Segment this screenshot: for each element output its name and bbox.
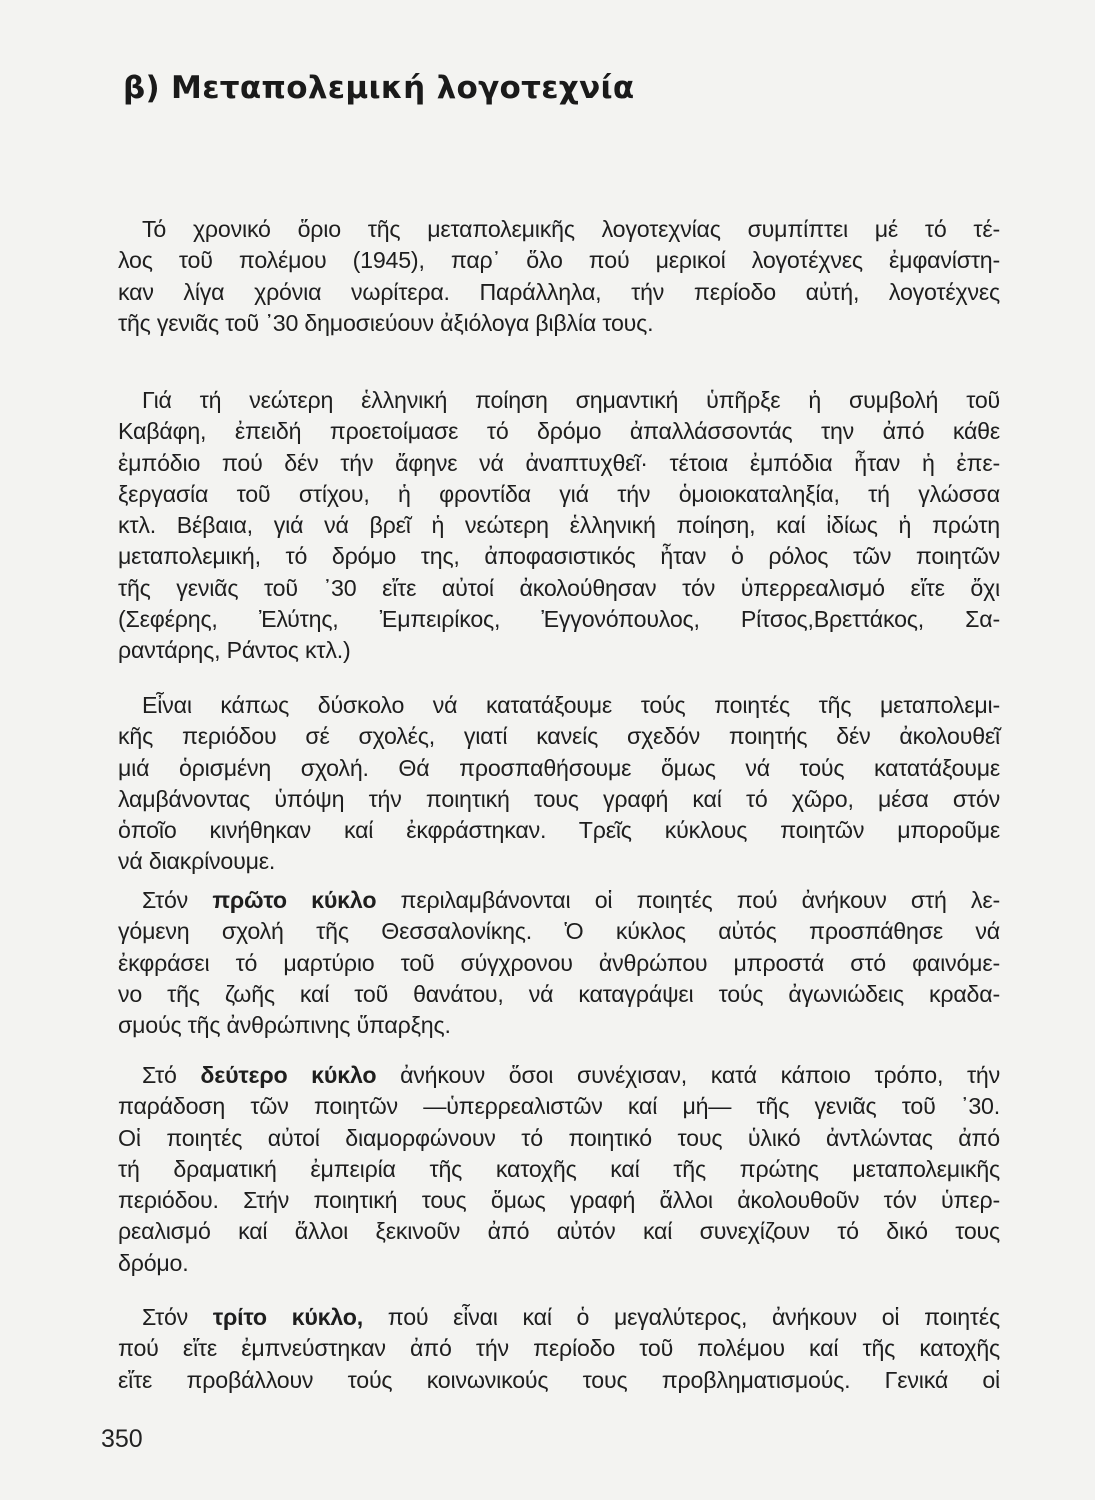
- paragraph-1: [118, 214, 1000, 339]
- text-line: Εἶναι κάπως δύσκολο νά κατατάξουμε τούς ποιητές τῆς μεταπολεμι-: [142, 692, 1000, 718]
- text-line: ραντάρης, Ράντος κτλ.): [118, 637, 351, 664]
- text-line: τῆς γενιᾶς τοῦ ᾽30 δημοσιεύουν ἀξιόλογα βιβλία τους.: [118, 309, 654, 336]
- text-line: δρόμο.: [118, 1249, 189, 1276]
- text-line: (Σεφέρης, Ἐλύτης, Ἐμπειρίκος, Ἐγγονόπουλος, Ρίτσος,Βρεττάκος, Σα-: [118, 606, 1000, 633]
- text-line: ξεργασία τοῦ στίχου, ἡ φροντίδα γιά τήν ὁμοιοκαταληξία, τή γλώσσα: [118, 480, 1000, 507]
- text-line: τῆς γενιᾶς τοῦ ᾽30 εἴτε αὐτοί ἀκολούθησαν τόν ὑπερρεαλισμό εἴτε ὄχι: [118, 574, 1000, 601]
- text-line: [118, 1302, 1000, 1333]
- text-line: κῆς περιόδου σέ σχολές, γιατί κανείς σχεδόν ποιητής δέν ἀκολουθεῖ: [118, 723, 1000, 750]
- text-line: παράδοση τῶν ποιητῶν —ὑπερρεαλιστῶν καί μή— τῆς γενιᾶς τοῦ ᾽30.: [118, 1093, 1000, 1120]
- text-line: ἐκφράσει τό μαρτύριο τοῦ σύγχρονου ἀνθρώπου μπροστά στό φαινόμε-: [118, 949, 1000, 976]
- text-line: [118, 1060, 1000, 1091]
- lead-text: Στόν: [142, 1304, 213, 1330]
- text-line: πού εἴτε ἐμπνεύστηκαν ἀπό τήν περίοδο τοῦ πολέμου καί τῆς κατοχῆς: [118, 1335, 1000, 1362]
- text-line: [118, 885, 1000, 916]
- text-line: ὁποῖο κινήθηκαν καί ἐκφράστηκαν. Τρεῖς κύκλους ποιητῶν μποροῦμε: [118, 817, 1000, 844]
- text-segment: πού εἶναι καί ὁ μεγαλύτερος, ἀνήκουν οἱ ποιητές: [362, 1304, 1000, 1330]
- page-number: 350: [101, 1425, 143, 1453]
- text-line: εἴτε προβάλλουν τούς κοινωνικούς τους προβληματισμούς. Γενικά οἱ: [118, 1366, 1000, 1393]
- paragraph-3: [118, 690, 1000, 878]
- text-line: Τό χρονικό ὅριο τῆς μεταπολεμικῆς λογοτεχνίας συμπίπτει μέ τό τέ-: [142, 216, 1000, 242]
- paragraph-2: [118, 385, 1000, 667]
- paragraph-third-circle: [118, 1302, 1000, 1396]
- bold-term: τρίτο κύκλο,: [212, 1304, 363, 1330]
- section-heading: β) Μεταπολεμική λογοτεχνία: [123, 70, 635, 106]
- paragraph-second-circle: [118, 1060, 1000, 1279]
- text-line: σμούς τῆς ἀνθρώπινης ὕπαρξης.: [118, 1012, 451, 1039]
- text-line: κτλ. Βέβαια, γιά νά βρεῖ ἡ νεώτερη ἑλληνική ποίηση, καί ἰδίως ἡ πρώτη: [118, 512, 1000, 539]
- text-line: περιόδου. Στήν ποιητική τους ὅμως γραφή ἄλλοι ἀκολουθοῦν τόν ὑπερ-: [118, 1187, 1000, 1214]
- text-line: λος τοῦ πολέμου (1945), παρ᾽ ὅλο πού μερικοί λογοτέχνες ἐμφανίστη-: [118, 247, 1000, 274]
- lead-text: Στό: [142, 1062, 201, 1088]
- text-line: μιά ὁρισμένη σχολή. Θά προσπαθήσουμε ὅμως νά τούς κατατάξουμε: [118, 754, 1000, 781]
- text-line: Οἱ ποιητές αὐτοί διαμορφώνουν τό ποιητικό τους ὑλικό ἀντλώντας ἀπό: [118, 1124, 1000, 1151]
- text-line: τή δραματική ἐμπειρία τῆς κατοχῆς καί τῆς πρώτης μεταπολεμικῆς: [118, 1155, 1000, 1182]
- text-line: Καβάφη, ἐπειδή προετοίμασε τό δρόμο ἀπαλλάσσοντάς την ἀπό κάθε: [118, 418, 1000, 445]
- text-line: ἐμπόδιο πού δέν τήν ἄφηνε νά ἀναπτυχθεῖ· τέτοια ἐμπόδια ἦταν ἡ ἐπε-: [118, 449, 1000, 476]
- text-line: νά διακρίνουμε.: [118, 848, 276, 875]
- text-line: νο τῆς ζωῆς καί τοῦ θανάτου, νά καταγράψει τούς ἀγωνιώδεις κραδα-: [118, 980, 1000, 1007]
- text-line: καν λίγα χρόνια νωρίτερα. Παράλληλα, τήν περίοδο αὐτή, λογοτέχνες: [118, 278, 1000, 305]
- text-line: ρεαλισμό καί ἄλλοι ξεκινοῦν ἀπό αὐτόν καί συνεχίζουν τό δικό τους: [118, 1218, 1000, 1245]
- text-line: λαμβάνοντας ὑπόψη τήν ποιητική τους γραφή καί τό χῶρο, μέσα στόν: [118, 785, 1000, 812]
- text-segment: περιλαμβάνονται οἱ ποιητές πού ἀνήκουν στή λε-: [376, 887, 1000, 913]
- bold-term: πρῶτο κύκλο: [212, 887, 377, 913]
- lead-text: Στόν: [142, 887, 213, 913]
- text-line: γόμενη σχολή τῆς Θεσσαλονίκης. Ὁ κύκλος αὐτός προσπάθησε νά: [118, 918, 1000, 945]
- paragraph-first-circle: [118, 885, 1000, 1041]
- bold-term: δεύτερο κύκλο: [200, 1062, 377, 1088]
- text-line: μεταπολεμική, τό δρόμο της, ἀποφασιστικός ἦταν ὁ ρόλος τῶν ποιητῶν: [118, 543, 1000, 570]
- text-line: Γιά τή νεώτερη ἑλληνική ποίηση σημαντική ὑπῆρξε ἡ συμβολή τοῦ: [142, 387, 1000, 413]
- text-segment: ἀνήκουν ὅσοι συνέχισαν, κατά κάποιο τρόπο, τήν: [376, 1062, 1000, 1088]
